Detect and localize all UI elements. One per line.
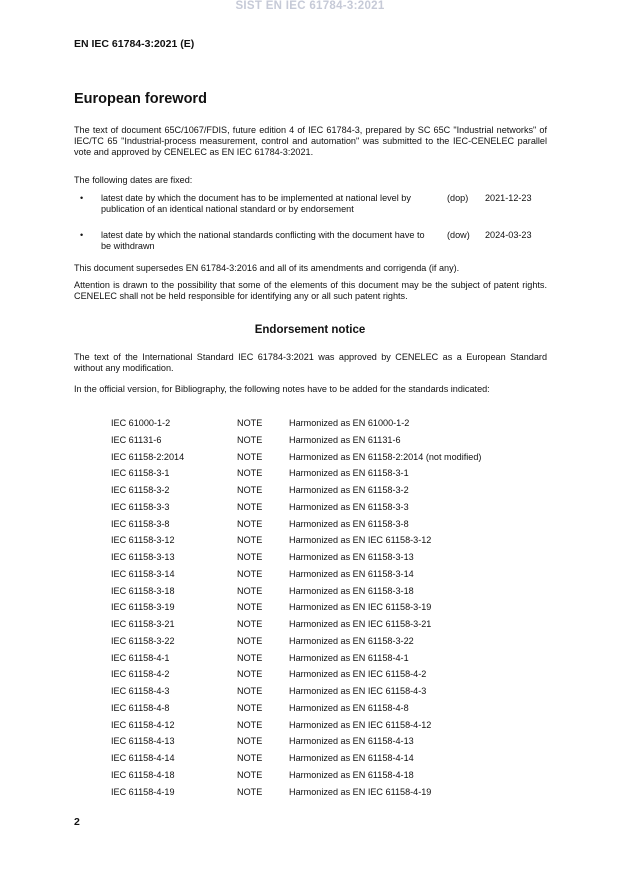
note-text: Harmonized as EN 61000-1-2 [289, 418, 410, 428]
note-label: NOTE [237, 434, 263, 445]
note-label: NOTE [237, 702, 263, 713]
note-label: NOTE [237, 786, 263, 797]
note-text: Harmonized as EN 61158-3-18 [289, 585, 414, 596]
note-standard: IEC 61158-4-8 [111, 702, 170, 713]
note-label: NOTE [237, 736, 263, 747]
note-standard: IEC 61000-1-2 [111, 418, 171, 428]
date-item-date: 2021-12-23 [485, 193, 532, 203]
note-text: Harmonized as EN IEC 61158-4-3 [289, 686, 427, 696]
note-standard: IEC 61158-3-14 [111, 568, 175, 579]
note-label: NOTE [237, 619, 263, 629]
note-label: NOTE [237, 501, 263, 512]
note-standard: IEC 61158-3-1 [111, 468, 170, 479]
dates-intro: The following dates are fixed: [74, 175, 193, 185]
note-text: Harmonized as EN 61158-4-13 [289, 736, 414, 747]
note-text: Harmonized as EN 61158-4-1 [289, 652, 409, 663]
note-standard: IEC 61158-4-14 [111, 753, 175, 763]
note-standard: IEC 61158-4-18 [111, 769, 175, 780]
note-standard: IEC 61131-6 [111, 434, 162, 445]
intro-paragraph: The text of document 65C/1067/FDIS, future edition 4 of IEC 61784-3, prepared by SC 65C "Industrial networks" of IEC/TC 65 "Industrial-process measurement, control and automation" was submitted to the IEC-CENELEC parallel vote and approved by CENELEC as EN IEC 61784-3:2021. [74, 125, 547, 158]
note-label: NOTE [237, 518, 263, 529]
note-label: NOTE [237, 753, 263, 763]
note-label: NOTE [237, 552, 263, 562]
note-text: Harmonized as EN IEC 61158-3-19 [289, 602, 432, 613]
bibliography-paragraph: In the official version, for Bibliography, the following notes have to be added for the standards indicated: [74, 384, 490, 394]
note-label: NOTE [237, 535, 263, 546]
note-standard: IEC 61158-3-8 [111, 518, 170, 529]
bullet-icon: • [80, 230, 84, 240]
note-standard: IEC 61158-4-13 [111, 736, 175, 747]
note-label: NOTE [237, 769, 263, 780]
note-standard: IEC 61158-4-3 [111, 686, 170, 696]
date-item-code: (dow) [447, 230, 470, 240]
note-standard: IEC 61158-2:2014 [111, 451, 185, 462]
note-text: Harmonized as EN 61158-4-18 [289, 769, 414, 780]
note-text: Harmonized as EN 61158-3-8 [289, 518, 409, 529]
note-label: NOTE [237, 418, 263, 428]
note-label: NOTE [237, 686, 263, 696]
note-label: NOTE [237, 568, 263, 579]
note-standard: IEC 61158-3-21 [111, 619, 175, 629]
note-text: Harmonized as EN IEC 61158-3-12 [289, 535, 432, 546]
note-text: Harmonized as EN 61158-4-8 [289, 702, 409, 713]
date-item-code: (dop) [447, 193, 469, 203]
note-text: Harmonized as EN 61158-4-14 [289, 753, 414, 763]
page-number: 2 [74, 816, 80, 828]
note-standard: IEC 61158-4-12 [111, 719, 175, 730]
note-text: Harmonized as EN 61158-3-22 [289, 635, 414, 646]
note-standard: IEC 61158-3-3 [111, 501, 170, 512]
note-standard: IEC 61158-4-19 [111, 786, 175, 797]
endorsement-paragraph: The text of the International Standard IEC 61784-3:2021 was approved by CENELEC as a European Standard without any modification. [74, 352, 547, 374]
note-standard: IEC 61158-3-22 [111, 635, 175, 646]
note-text: Harmonized as EN 61158-3-14 [289, 568, 414, 579]
note-text: Harmonized as EN 61158-3-13 [289, 552, 414, 562]
note-label: NOTE [237, 652, 263, 663]
note-standard: IEC 61158-3-12 [111, 535, 175, 546]
note-label: NOTE [237, 669, 263, 680]
note-standard: IEC 61158-3-18 [111, 585, 175, 596]
note-text: Harmonized as EN IEC 61158-4-12 [289, 719, 432, 730]
note-label: NOTE [237, 451, 263, 462]
note-standard: IEC 61158-4-1 [111, 652, 170, 663]
note-label: NOTE [237, 468, 263, 479]
note-label: NOTE [237, 585, 263, 596]
note-label: NOTE [237, 485, 263, 495]
note-label: NOTE [237, 719, 263, 730]
note-text: Harmonized as EN 61158-3-2 [289, 485, 409, 495]
note-text: Harmonized as EN IEC 61158-4-19 [289, 786, 432, 797]
note-label: NOTE [237, 635, 263, 646]
date-item-text: latest date by which the national standards conflicting with the document have to be withdrawn [101, 230, 425, 252]
note-standard: IEC 61158-3-2 [111, 485, 170, 495]
date-item-text: latest date by which the document has to be implemented at national level by publication of an identical national standard or by endorsement [101, 193, 411, 215]
note-text: Harmonized as EN 61158-3-1 [289, 468, 409, 479]
note-standard: IEC 61158-3-19 [111, 602, 175, 613]
note-label: NOTE [237, 602, 263, 613]
note-text: Harmonized as EN 61158-3-3 [289, 501, 409, 512]
note-standard: IEC 61158-4-2 [111, 669, 170, 680]
supersedes-paragraph: This document supersedes EN 61784-3:2016 and all of its amendments and corrigenda (if any). [74, 263, 460, 273]
endorsement-heading: Endorsement notice [254, 324, 366, 336]
note-text: Harmonized as EN IEC 61158-4-2 [289, 669, 427, 680]
watermark: SIST EN IEC 61784-3:2021 [235, 0, 385, 12]
document-id: EN IEC 61784-3:2021 (E) [74, 38, 195, 50]
note-text: Harmonized as EN 61131-6 [289, 434, 401, 445]
date-item-date: 2024-03-23 [485, 230, 532, 240]
bullet-icon: • [80, 193, 84, 203]
note-text: Harmonized as EN 61158-2:2014 (not modified) [289, 451, 482, 462]
attention-paragraph: Attention is drawn to the possibility that some of the elements of this document may be the subject of patent rights. CENELEC shall not be held responsible for identifying any or all such patent rights. [74, 280, 547, 302]
page-title: European foreword [74, 91, 207, 107]
note-standard: IEC 61158-3-13 [111, 552, 175, 562]
note-text: Harmonized as EN IEC 61158-3-21 [289, 619, 432, 629]
